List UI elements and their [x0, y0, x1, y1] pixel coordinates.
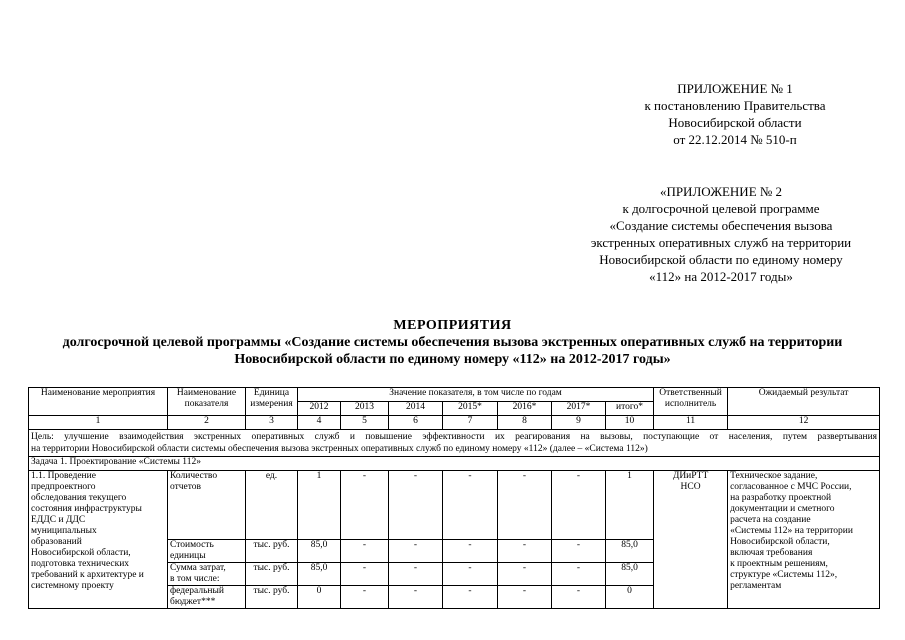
column-number: 4 [298, 416, 341, 430]
column-number: 5 [341, 416, 389, 430]
value-cell: - [498, 563, 552, 586]
value-cell: - [443, 471, 498, 540]
annex-2-line: «ПРИЛОЖЕНИЕ № 2 [659, 184, 783, 199]
unit-cell: тыс. руб. [246, 563, 298, 586]
indicator-line: бюджет*** [170, 597, 216, 607]
goal-text-line: на территории Новосибирской области системы обеспечения вызова экстренных оперативных служб по единому номеру «112» (далее – «Система 112») [31, 444, 648, 454]
header-responsible: Ответственный исполнитель [654, 388, 728, 416]
title-sub-line: долгосрочной целевой программы «Создание системы обеспечения вызова экстренных оперативных служб на территории [62, 335, 843, 350]
annex-1-line: от 22.12.2014 № 510-п [673, 132, 797, 147]
responsible-line: ДИиРТТ [672, 471, 709, 481]
column-number: 6 [389, 416, 443, 430]
header-value-group: Значение показателя, в том числе по годам [298, 388, 654, 402]
result-line: согласованное с МЧС России, [730, 482, 852, 492]
value-cell: 85,0 [298, 540, 341, 563]
column-number: 7 [443, 416, 498, 430]
indicator-line: в том числе: [170, 574, 220, 584]
header-result: Ожидаемый результат [728, 388, 880, 416]
indicator-cell [168, 563, 246, 586]
event-name-line: образований [31, 537, 82, 547]
indicator-line: Стоимость [170, 540, 214, 550]
header-total: итого* [606, 402, 654, 416]
responsible-line: НСО [680, 482, 701, 492]
value-cell: - [552, 586, 606, 609]
unit-cell: ед. [246, 471, 298, 540]
event-name-line: системному проекту [31, 581, 114, 591]
annex-1-line: ПРИЛОЖЕНИЕ № 1 [677, 81, 793, 96]
column-number: 12 [728, 416, 880, 430]
result-line: Техническое задание, [730, 471, 818, 481]
column-number: 11 [654, 416, 728, 430]
events-table [28, 387, 880, 609]
unit-cell: тыс. руб. [246, 540, 298, 563]
column-number: 2 [168, 416, 246, 430]
value-cell: - [443, 586, 498, 609]
value-cell: - [498, 540, 552, 563]
result-line: на разработку проектной [730, 493, 832, 503]
value-cell: 1 [606, 471, 654, 540]
event-name-line: ЕДДС и ДДС [31, 515, 86, 525]
annex-1-line: к постановлению Правительства [644, 98, 826, 113]
event-name-line: требований к архитектуре и [31, 570, 144, 580]
goal-text-line: Цель: улучшение взаимодействия экстренных оперативных служб и повышение эффективности их реагирования на вызовы, поступающие от населения, путем развертывания [31, 432, 878, 442]
indicator-line: единицы [170, 551, 206, 561]
result-line: к проектным решениям, [730, 559, 828, 569]
result-line: регламентам [730, 581, 782, 591]
column-number: 3 [246, 416, 298, 430]
unit-cell: тыс. руб. [246, 586, 298, 609]
event-name-line: муниципальных [31, 526, 97, 536]
column-number: 10 [606, 416, 654, 430]
event-name-line: состояния инфраструктуры [31, 504, 142, 514]
document-title [0, 317, 905, 368]
value-cell: - [389, 540, 443, 563]
event-name [29, 471, 168, 609]
result-line: Новосибирской области, [730, 537, 830, 547]
value-cell: - [552, 563, 606, 586]
annex-2-line: экстренных оперативных служб на территории [590, 235, 852, 250]
header-year: 2015* [443, 402, 498, 416]
title-main: МЕРОПРИЯТИЯ [393, 318, 512, 333]
result-line: структуре «Системы 112», [730, 570, 838, 580]
title-sub-line: Новосибирской области по единому номеру «112» на 2012-2017 годы» [234, 352, 671, 367]
header-year: 2012 [298, 402, 341, 416]
annex-1-block [600, 80, 870, 148]
value-cell: - [389, 586, 443, 609]
header-year: 2016* [498, 402, 552, 416]
header-year: 2013 [341, 402, 389, 416]
value-cell: 1 [298, 471, 341, 540]
value-cell: - [341, 563, 389, 586]
indicator-cell [168, 471, 246, 540]
event-name-line: предпроектного [31, 482, 96, 492]
value-cell: - [341, 471, 389, 540]
value-cell: 0 [298, 586, 341, 609]
result-line: «Системы 112» на территории [730, 526, 853, 536]
indicator-line: Сумма затрат, [170, 563, 226, 573]
event-name-line: Новосибирской области, [31, 548, 131, 558]
goal-row [29, 430, 880, 457]
task-row: Задача 1. Проектирование «Системы 112» [29, 457, 880, 471]
value-cell: 85,0 [298, 563, 341, 586]
event-name-line: 1.1. Проведение [31, 471, 96, 481]
header-unit: Единица измерения [246, 388, 298, 416]
indicator-cell [168, 540, 246, 563]
column-number: 8 [498, 416, 552, 430]
result-line: документации и сметного [730, 504, 835, 514]
result-cell [728, 471, 880, 609]
value-cell: 85,0 [606, 540, 654, 563]
column-number: 9 [552, 416, 606, 430]
annex-1-line: Новосибирской области [668, 115, 802, 130]
value-cell: - [498, 586, 552, 609]
header-year: 2014 [389, 402, 443, 416]
value-cell: - [443, 563, 498, 586]
header-name: Наименование мероприятия [29, 388, 168, 416]
result-line: расчета на создание [730, 515, 811, 525]
value-cell: - [498, 471, 552, 540]
result-line: включая требования [730, 548, 813, 558]
event-name-line: обследования текущего [31, 493, 127, 503]
indicator-line: отчетов [170, 482, 202, 492]
responsible-cell [654, 471, 728, 609]
annex-2-line: Новосибирской области по единому номеру [599, 252, 843, 267]
annex-2-block [556, 183, 886, 285]
annex-2-line: «112» на 2012-2017 годы» [649, 269, 793, 284]
value-cell: - [389, 471, 443, 540]
value-cell: - [341, 540, 389, 563]
value-cell: 0 [606, 586, 654, 609]
value-cell: - [552, 471, 606, 540]
value-cell: - [443, 540, 498, 563]
event-name-line: подготовка технических [31, 559, 130, 569]
value-cell: 85,0 [606, 563, 654, 586]
value-cell: - [389, 563, 443, 586]
indicator-cell [168, 586, 246, 609]
value-cell: - [341, 586, 389, 609]
value-cell: - [552, 540, 606, 563]
indicator-line: Количество [170, 471, 218, 481]
column-number: 1 [29, 416, 168, 430]
header-year: 2017* [552, 402, 606, 416]
header-indicator: Наименование показателя [168, 388, 246, 416]
indicator-line: федеральный [170, 586, 224, 596]
annex-2-line: «Создание системы обеспечения вызова [609, 218, 833, 233]
annex-2-line: к долгосрочной целевой программе [622, 201, 820, 216]
